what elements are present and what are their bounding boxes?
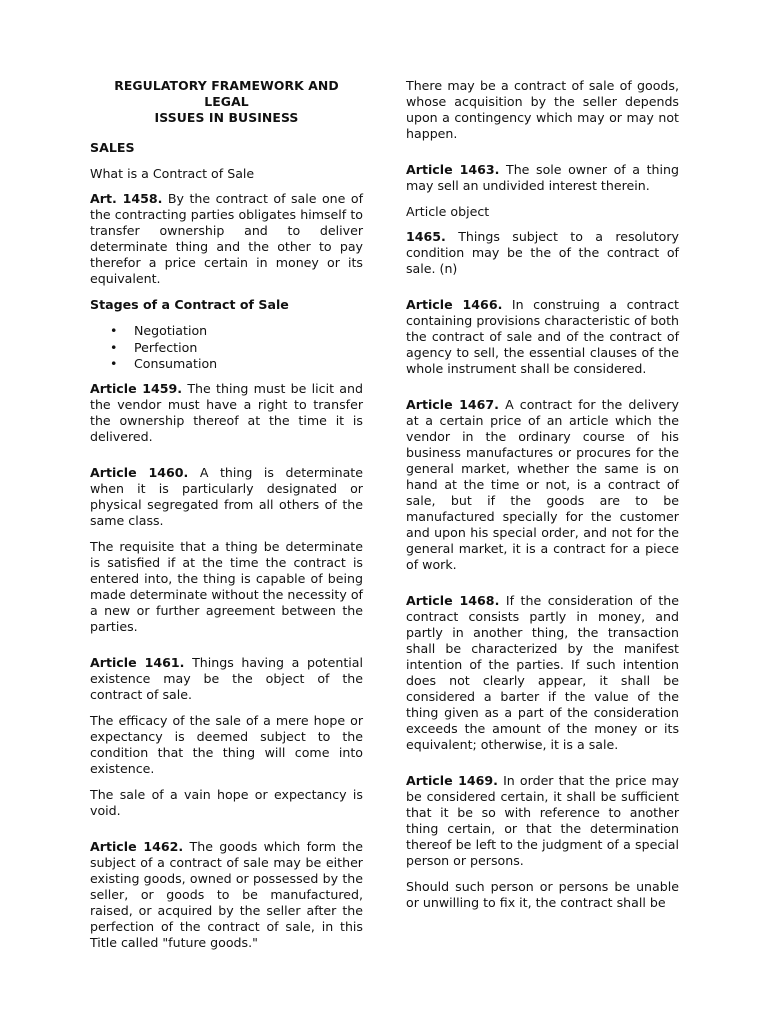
article-label: Article 1462. bbox=[90, 838, 184, 854]
article-1461 bbox=[90, 655, 363, 703]
article-text: In order that the price may be considered certain, it shall be sufficient that it be so with reference to another thing certain, or that the determination thereof be left to the judgment of a special person or persons. bbox=[406, 773, 679, 868]
article-1468 bbox=[406, 593, 679, 753]
section-heading-sales: SALES bbox=[90, 140, 135, 155]
article-text: The sole owner of a thing may sell an undivided interest therein. bbox=[406, 162, 679, 193]
article-1459 bbox=[90, 381, 363, 445]
article-label: Article 1459. bbox=[90, 380, 183, 396]
article-1460-paragraph-2: The requisite that a thing be determinate is satisfied if at the time the contract is entered into, the thing is capable of being made determinate without the necessity of a new or further agreement between the parties. bbox=[90, 538, 363, 634]
article-1462-continuation: There may be a contract of sale of goods, whose acquisition by the seller depends upon a contingency which may or may not happen. bbox=[406, 78, 679, 141]
article-label: Article 1466. bbox=[406, 297, 503, 312]
stage-item: • Perfection bbox=[134, 340, 363, 357]
article-object-heading: Article object bbox=[406, 204, 490, 219]
stage-item: • Negotiation bbox=[134, 323, 363, 340]
article-1469-paragraph-2: Should such person or persons be unable or unwilling to fix it, the contract shall be bbox=[406, 879, 679, 910]
article-label: Article 1469. bbox=[406, 773, 498, 788]
article-text: A contract for the delivery at a certain price of an article which the vendor in the ordinary course of his business manufactures or procures for the general market, whether the same is on hand at the time or not, is a contract of sale, but if the goods are to be manufactured specially for the customer and upon his special order, and not for the general market, it is a contract for a piece of work. bbox=[406, 397, 679, 572]
article-label: Article 1463. bbox=[406, 162, 500, 177]
article-1469 bbox=[406, 773, 679, 869]
article-1463 bbox=[406, 162, 679, 194]
article-1462 bbox=[90, 839, 363, 951]
stage-item: • Consumation bbox=[134, 356, 363, 373]
article-text: In construing a contract containing provisions characteristic of both the contract of sale and of the contract of agency to sell, the essential clauses of the whole instrument shall be considered. bbox=[406, 297, 679, 376]
stages-heading: Stages of a Contract of Sale bbox=[90, 297, 289, 312]
title-line-2: ISSUES IN BUSINESS bbox=[154, 110, 299, 125]
question-heading: What is a Contract of Sale bbox=[90, 166, 255, 181]
article-text: A thing is determinate when it is particularly designated or physical segregated from all others of the same class. bbox=[90, 464, 363, 528]
article-text: By the contract of sale one of the contracting parties obligates himself to transfer ownership and to deliver determinate thing and the other to pay therefor a price certain in money or its equivalent. bbox=[90, 191, 364, 286]
article-text: The goods which form the subject of a contract of sale may be either existing goods, owned or possessed by the seller, or goods to be manufactured, raised, or acquired by the seller after the perfection of the contract of sale, in this Title called "future goods." bbox=[90, 838, 363, 950]
left-column bbox=[90, 78, 363, 961]
article-1467 bbox=[406, 397, 679, 573]
article-label: Article 1468. bbox=[406, 593, 500, 608]
article-label: Art. 1458. bbox=[90, 191, 163, 206]
article-label: Article 1460. bbox=[90, 464, 189, 480]
article-1466 bbox=[406, 297, 679, 377]
article-1461-paragraph-3: The sale of a vain hope or expectancy is void. bbox=[90, 786, 363, 818]
article-1458 bbox=[90, 191, 363, 287]
article-label: 1465. bbox=[406, 229, 446, 244]
article-text: The thing must be licit and the vendor must have a right to transfer the ownership thereof at the time it is delivered. bbox=[90, 380, 363, 444]
article-label: Article 1461. bbox=[90, 654, 185, 670]
article-1461-paragraph-2: The efficacy of the sale of a mere hope or expectancy is deemed subject to the condition that the thing will come into existence. bbox=[90, 712, 363, 776]
article-text: Things having a potential existence may be the object of the contract of sale. bbox=[90, 654, 363, 702]
article-text: If the consideration of the contract consists partly in money, and partly in another thing, the transaction shall be characterized by the manifest intention of the parties. If such intention does not clearly appear, it shall be considered a barter if the value of the thing given as a part of the consideration exceeds the amount of the money or its equivalent; otherwise, it is a sale. bbox=[406, 593, 679, 752]
article-1460 bbox=[90, 465, 363, 529]
title-line-1: REGULATORY FRAMEWORK AND LEGAL bbox=[114, 78, 339, 109]
right-column bbox=[406, 78, 679, 921]
article-label: Article 1467. bbox=[406, 397, 499, 412]
article-1465 bbox=[406, 229, 679, 277]
stages-list bbox=[90, 323, 363, 373]
article-text: Things subject to a resolutory condition may be the of the contract of sale. (n) bbox=[406, 229, 679, 276]
document-title bbox=[90, 78, 363, 126]
